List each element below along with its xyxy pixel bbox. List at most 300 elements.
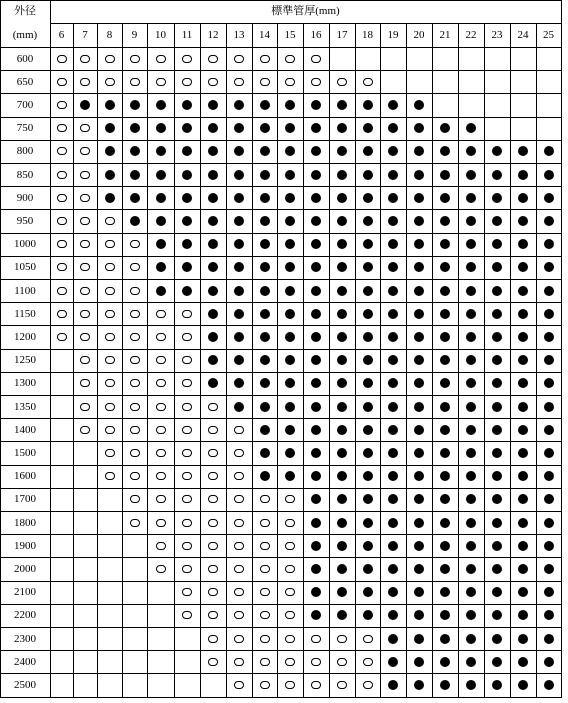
filled-availability-marker — [544, 610, 554, 620]
filled-availability-marker — [234, 216, 244, 226]
open-availability-marker — [105, 449, 115, 457]
filled-availability-marker — [518, 332, 528, 342]
filled-availability-marker — [388, 564, 398, 574]
open-availability-marker — [285, 635, 295, 643]
filled-availability-marker — [466, 610, 476, 620]
open-availability-marker — [57, 310, 67, 318]
filled-availability-marker — [311, 494, 321, 504]
open-availability-marker — [182, 426, 192, 434]
filled-availability-marker — [311, 309, 321, 319]
filled-availability-marker — [363, 541, 373, 551]
open-availability-marker — [130, 379, 140, 387]
filled-availability-marker — [518, 610, 528, 620]
filled-availability-marker — [130, 146, 140, 156]
filled-availability-marker — [156, 100, 166, 110]
filled-availability-marker — [440, 402, 450, 412]
filled-availability-marker — [234, 100, 244, 110]
filled-availability-marker — [285, 100, 295, 110]
filled-availability-marker — [363, 123, 373, 133]
filled-availability-marker — [388, 262, 398, 272]
open-availability-marker — [234, 658, 244, 666]
filled-availability-marker — [337, 448, 347, 458]
outer-diameter-label: 750 — [16, 122, 34, 135]
row-divider — [0, 673, 561, 674]
open-availability-marker — [57, 171, 67, 179]
open-availability-marker — [57, 263, 67, 271]
thickness-column-header: 9 — [131, 29, 138, 41]
filled-availability-marker — [182, 286, 192, 296]
row-divider — [0, 117, 561, 118]
filled-availability-marker — [388, 471, 398, 481]
filled-availability-marker — [466, 146, 476, 156]
filled-availability-marker — [518, 541, 528, 551]
filled-availability-marker — [414, 634, 424, 644]
thickness-column-header: 24 — [517, 29, 529, 41]
filled-availability-marker — [466, 355, 476, 365]
filled-availability-marker — [363, 518, 373, 528]
filled-availability-marker — [544, 146, 554, 156]
filled-availability-marker — [544, 239, 554, 249]
filled-availability-marker — [234, 123, 244, 133]
filled-availability-marker — [492, 378, 502, 388]
filled-availability-marker — [388, 355, 398, 365]
filled-availability-marker — [466, 471, 476, 481]
open-availability-marker — [182, 403, 192, 411]
column-divider — [73, 23, 74, 698]
filled-availability-marker — [466, 262, 476, 272]
filled-availability-marker — [363, 193, 373, 203]
filled-availability-marker — [544, 657, 554, 667]
filled-availability-marker — [466, 425, 476, 435]
open-availability-marker — [105, 379, 115, 387]
open-availability-marker — [182, 449, 192, 457]
filled-availability-marker — [518, 216, 528, 226]
open-availability-marker — [234, 495, 244, 503]
filled-availability-marker — [182, 239, 192, 249]
filled-availability-marker — [492, 610, 502, 620]
filled-availability-marker — [388, 680, 398, 690]
filled-availability-marker — [234, 378, 244, 388]
filled-availability-marker — [414, 123, 424, 133]
filled-availability-marker — [414, 216, 424, 226]
open-availability-marker — [80, 403, 90, 411]
outer-diameter-label: 700 — [16, 99, 34, 111]
filled-availability-marker — [440, 146, 450, 156]
filled-availability-marker — [285, 332, 295, 342]
filled-availability-marker — [208, 193, 218, 203]
filled-availability-marker — [440, 518, 450, 528]
filled-availability-marker — [105, 123, 115, 133]
filled-availability-marker — [440, 680, 450, 690]
open-availability-marker — [363, 681, 373, 689]
filled-availability-marker — [260, 146, 270, 156]
filled-availability-marker — [311, 471, 321, 481]
thickness-column-header: 13 — [233, 29, 245, 41]
filled-availability-marker — [208, 286, 218, 296]
row-divider — [0, 488, 561, 489]
open-availability-marker — [208, 542, 218, 550]
row-divider — [0, 302, 561, 303]
filled-availability-marker — [544, 425, 554, 435]
filled-availability-marker — [414, 587, 424, 597]
filled-availability-marker — [544, 286, 554, 296]
filled-availability-marker — [363, 355, 373, 365]
open-availability-marker — [208, 658, 218, 666]
filled-availability-marker — [440, 634, 450, 644]
filled-availability-marker — [337, 494, 347, 504]
open-availability-marker — [156, 333, 166, 341]
open-availability-marker — [105, 240, 115, 248]
open-availability-marker — [208, 55, 218, 63]
open-availability-marker — [234, 681, 244, 689]
filled-availability-marker — [466, 448, 476, 458]
open-availability-marker — [285, 78, 295, 86]
header-outer-diameter-unit: (mm) — [12, 29, 38, 41]
filled-availability-marker — [388, 100, 398, 110]
header-standard-thickness: 標準管厚(mm) — [271, 5, 340, 17]
table-border-top — [0, 0, 561, 1]
filled-availability-marker — [337, 146, 347, 156]
filled-availability-marker — [130, 123, 140, 133]
row-divider — [0, 697, 561, 698]
outer-diameter-label: 2100 — [14, 586, 36, 599]
filled-availability-marker — [311, 448, 321, 458]
filled-availability-marker — [156, 286, 166, 296]
open-availability-marker — [156, 379, 166, 387]
open-availability-marker — [363, 658, 373, 666]
filled-availability-marker — [311, 170, 321, 180]
filled-availability-marker — [234, 262, 244, 272]
filled-availability-marker — [285, 170, 295, 180]
filled-availability-marker — [182, 123, 192, 133]
filled-availability-marker — [311, 355, 321, 365]
open-availability-marker — [234, 426, 244, 434]
filled-availability-marker — [466, 123, 476, 133]
column-divider — [277, 23, 278, 698]
open-availability-marker — [156, 519, 166, 527]
filled-availability-marker — [518, 193, 528, 203]
row-divider — [0, 186, 561, 187]
outer-diameter-label: 1400 — [14, 423, 36, 436]
row-divider — [0, 256, 561, 257]
filled-availability-marker — [285, 355, 295, 365]
filled-availability-marker — [337, 286, 347, 296]
filled-availability-marker — [544, 355, 554, 365]
filled-availability-marker — [363, 332, 373, 342]
filled-availability-marker — [466, 564, 476, 574]
filled-availability-marker — [234, 146, 244, 156]
filled-availability-marker — [285, 146, 295, 156]
header-outer-diameter: 外径 — [14, 5, 36, 17]
filled-availability-marker — [285, 193, 295, 203]
open-availability-marker — [260, 78, 270, 86]
open-availability-marker — [105, 426, 115, 434]
filled-availability-marker — [388, 634, 398, 644]
filled-availability-marker — [440, 123, 450, 133]
filled-availability-marker — [492, 657, 502, 667]
outer-diameter-label: 1600 — [14, 470, 36, 483]
open-availability-marker — [208, 495, 218, 503]
outer-diameter-label: 1900 — [14, 539, 36, 552]
open-availability-marker — [234, 588, 244, 596]
filled-availability-marker — [440, 448, 450, 458]
filled-availability-marker — [518, 425, 528, 435]
filled-availability-marker — [440, 170, 450, 180]
filled-availability-marker — [544, 494, 554, 504]
filled-availability-marker — [105, 146, 115, 156]
open-availability-marker — [260, 681, 270, 689]
outer-diameter-label: 2300 — [14, 632, 36, 645]
filled-availability-marker — [440, 587, 450, 597]
filled-availability-marker — [311, 146, 321, 156]
filled-availability-marker — [440, 471, 450, 481]
filled-availability-marker — [466, 193, 476, 203]
open-availability-marker — [105, 310, 115, 318]
open-availability-marker — [80, 310, 90, 318]
column-divider — [510, 23, 511, 698]
column-divider — [432, 23, 433, 698]
open-availability-marker — [57, 124, 67, 132]
open-availability-marker — [311, 635, 321, 643]
filled-availability-marker — [492, 286, 502, 296]
filled-availability-marker — [363, 564, 373, 574]
open-availability-marker — [182, 611, 192, 619]
open-availability-marker — [80, 240, 90, 248]
open-availability-marker — [130, 519, 140, 527]
filled-availability-marker — [260, 309, 270, 319]
thickness-column-header: 25 — [543, 29, 554, 41]
filled-availability-marker — [492, 564, 502, 574]
row-divider — [0, 581, 561, 582]
open-availability-marker — [80, 426, 90, 434]
open-availability-marker — [260, 55, 270, 63]
outer-diameter-label: 1250 — [14, 354, 36, 367]
filled-availability-marker — [285, 216, 295, 226]
row-divider — [0, 47, 561, 48]
filled-availability-marker — [337, 518, 347, 528]
filled-availability-marker — [260, 286, 270, 296]
filled-availability-marker — [337, 332, 347, 342]
filled-availability-marker — [260, 100, 270, 110]
open-availability-marker — [234, 635, 244, 643]
filled-availability-marker — [544, 448, 554, 458]
open-availability-marker — [234, 565, 244, 573]
filled-availability-marker — [388, 494, 398, 504]
open-availability-marker — [208, 588, 218, 596]
open-availability-marker — [80, 263, 90, 271]
filled-availability-marker — [414, 657, 424, 667]
filled-availability-marker — [234, 355, 244, 365]
filled-availability-marker — [492, 355, 502, 365]
row-divider — [0, 534, 561, 535]
filled-availability-marker — [414, 193, 424, 203]
row-divider — [0, 604, 561, 605]
open-availability-marker — [57, 333, 67, 341]
column-divider — [303, 23, 304, 698]
filled-availability-marker — [260, 123, 270, 133]
filled-availability-marker — [466, 680, 476, 690]
filled-availability-marker — [311, 286, 321, 296]
open-availability-marker — [130, 240, 140, 248]
filled-availability-marker — [208, 146, 218, 156]
filled-availability-marker — [414, 680, 424, 690]
filled-availability-marker — [414, 564, 424, 574]
open-availability-marker — [182, 495, 192, 503]
filled-availability-marker — [363, 239, 373, 249]
open-availability-marker — [311, 55, 321, 63]
filled-availability-marker — [388, 123, 398, 133]
open-availability-marker — [260, 635, 270, 643]
filled-availability-marker — [544, 193, 554, 203]
open-availability-marker — [260, 611, 270, 619]
filled-availability-marker — [466, 216, 476, 226]
open-availability-marker — [285, 542, 295, 550]
filled-availability-marker — [363, 262, 373, 272]
filled-availability-marker — [337, 355, 347, 365]
filled-availability-marker — [130, 216, 140, 226]
thickness-column-header: 7 — [82, 29, 88, 41]
filled-availability-marker — [285, 378, 295, 388]
filled-availability-marker — [414, 170, 424, 180]
filled-availability-marker — [414, 494, 424, 504]
filled-availability-marker — [440, 610, 450, 620]
filled-availability-marker — [388, 378, 398, 388]
thickness-column-header: 15 — [284, 29, 296, 41]
open-availability-marker — [156, 449, 166, 457]
filled-availability-marker — [337, 123, 347, 133]
filled-availability-marker — [337, 170, 347, 180]
filled-availability-marker — [466, 170, 476, 180]
open-availability-marker — [105, 333, 115, 341]
thickness-column-header: 8 — [106, 29, 113, 41]
column-divider — [174, 23, 175, 698]
outer-diameter-label: 1300 — [14, 377, 36, 390]
row-divider — [0, 557, 561, 558]
filled-availability-marker — [388, 239, 398, 249]
filled-availability-marker — [260, 378, 270, 388]
row-divider — [0, 140, 561, 141]
filled-availability-marker — [440, 216, 450, 226]
filled-availability-marker — [337, 471, 347, 481]
outer-diameter-label: 1000 — [14, 238, 36, 251]
filled-availability-marker — [544, 309, 554, 319]
open-availability-marker — [182, 310, 192, 318]
open-availability-marker — [208, 472, 218, 480]
open-availability-marker — [285, 519, 295, 527]
filled-availability-marker — [544, 541, 554, 551]
filled-availability-marker — [492, 193, 502, 203]
outer-diameter-label: 2000 — [14, 563, 36, 575]
filled-availability-marker — [440, 193, 450, 203]
open-availability-marker — [208, 449, 218, 457]
outer-diameter-label: 1050 — [14, 261, 36, 274]
filled-availability-marker — [156, 193, 166, 203]
filled-availability-marker — [208, 170, 218, 180]
open-availability-marker — [285, 588, 295, 596]
outer-diameter-label: 2200 — [14, 609, 36, 622]
filled-availability-marker — [518, 518, 528, 528]
open-availability-marker — [234, 449, 244, 457]
filled-availability-marker — [363, 402, 373, 412]
open-availability-marker — [80, 124, 90, 132]
open-availability-marker — [130, 495, 140, 503]
filled-availability-marker — [518, 286, 528, 296]
filled-availability-marker — [337, 216, 347, 226]
open-availability-marker — [105, 78, 115, 86]
filled-availability-marker — [311, 587, 321, 597]
filled-availability-marker — [388, 448, 398, 458]
filled-availability-marker — [260, 216, 270, 226]
filled-availability-marker — [311, 541, 321, 551]
filled-availability-marker — [440, 378, 450, 388]
filled-availability-marker — [156, 239, 166, 249]
filled-availability-marker — [105, 170, 115, 180]
filled-availability-marker — [440, 657, 450, 667]
filled-availability-marker — [363, 425, 373, 435]
open-availability-marker — [208, 426, 218, 434]
open-availability-marker — [182, 565, 192, 573]
filled-availability-marker — [285, 286, 295, 296]
open-availability-marker — [105, 356, 115, 364]
filled-availability-marker — [466, 332, 476, 342]
open-availability-marker — [156, 310, 166, 318]
filled-availability-marker — [440, 239, 450, 249]
filled-availability-marker — [182, 262, 192, 272]
table-border-right — [561, 0, 562, 698]
filled-availability-marker — [234, 309, 244, 319]
filled-availability-marker — [337, 100, 347, 110]
thickness-column-header: 12 — [207, 29, 219, 41]
open-availability-marker — [156, 356, 166, 364]
filled-availability-marker — [440, 286, 450, 296]
filled-availability-marker — [492, 146, 502, 156]
open-availability-marker — [130, 78, 140, 86]
filled-availability-marker — [363, 170, 373, 180]
outer-diameter-label: 800 — [16, 145, 34, 158]
filled-availability-marker — [337, 193, 347, 203]
outer-diameter-label: 2500 — [14, 679, 36, 691]
filled-availability-marker — [518, 170, 528, 180]
open-availability-marker — [130, 287, 140, 295]
open-availability-marker — [105, 403, 115, 411]
open-availability-marker — [80, 333, 90, 341]
filled-availability-marker — [388, 518, 398, 528]
open-availability-marker — [337, 681, 347, 689]
filled-availability-marker — [363, 309, 373, 319]
filled-availability-marker — [544, 402, 554, 412]
column-divider — [147, 23, 148, 698]
open-availability-marker — [130, 333, 140, 341]
filled-availability-marker — [466, 587, 476, 597]
filled-availability-marker — [492, 239, 502, 249]
open-availability-marker — [105, 217, 115, 225]
filled-availability-marker — [414, 355, 424, 365]
open-availability-marker — [80, 287, 90, 295]
column-divider — [226, 23, 227, 698]
open-availability-marker — [337, 635, 347, 643]
filled-availability-marker — [260, 170, 270, 180]
column-divider — [380, 23, 381, 698]
filled-availability-marker — [414, 448, 424, 458]
open-availability-marker — [182, 333, 192, 341]
filled-availability-marker — [388, 657, 398, 667]
open-availability-marker — [80, 78, 90, 86]
filled-availability-marker — [156, 123, 166, 133]
open-availability-marker — [80, 147, 90, 155]
filled-availability-marker — [311, 216, 321, 226]
filled-availability-marker — [388, 541, 398, 551]
open-availability-marker — [285, 495, 295, 503]
